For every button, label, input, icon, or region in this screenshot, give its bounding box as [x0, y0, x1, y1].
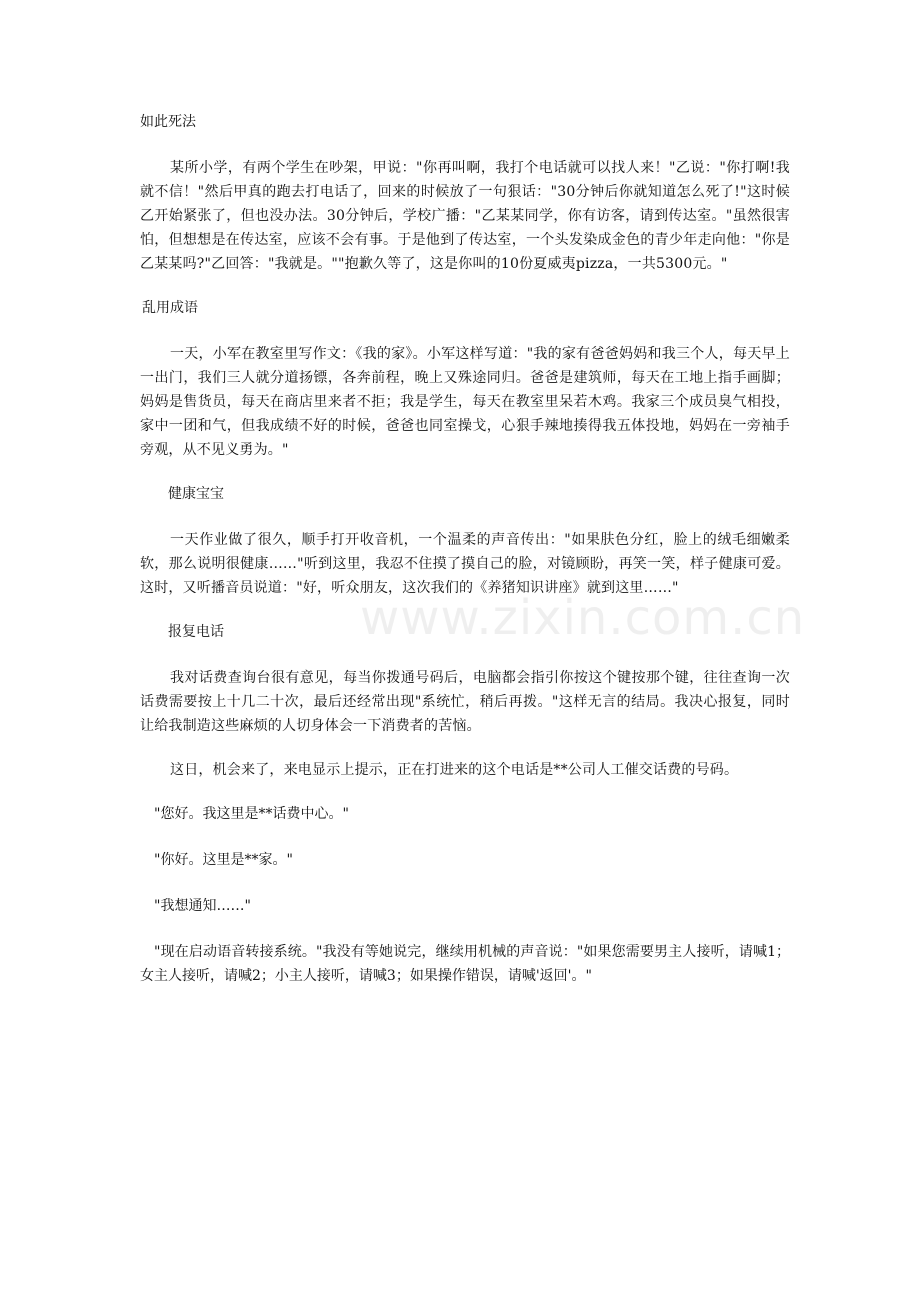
watermark: www.zixin.com.cn [360, 590, 806, 646]
dialogue-line-4: "现在启动语音转接系统。"我没有等她说完，继续用机械的声音说："如果您需要男主人接听，请喊1；女主人接听，请喊2；小主人接听，请喊3；如果操作错误，请喊'返回'。" [140, 944, 790, 984]
section-3-paragraph-1: 一天作业做了很久，顺手打开收音机，一个温柔的声音传出："如果肤色分红，脸上的绒毛细嫩柔软，那么说明很健康……"听到这里，我忍不住摸了摸自己的脸，对镜顾盼，再笑一笑，样子健康可爱。这时，又听播音员说道："好，听众朋友，这次我们的《养猪知识讲座》就到这里……" [140, 532, 790, 596]
section-title-3: 健康宝宝 [168, 486, 224, 502]
section-title-2: 乱用成语 [142, 300, 198, 316]
section-title-1: 如此死法 [140, 114, 196, 130]
section-4-paragraph-1: 我对话费查询台很有意见，每当你拨通号码后，电脑都会指引你按这个键按那个键，往往查询一次话费需要按上十几二十次，最后还经常出现"系统忙，稍后再拨。"这样无言的结局。我决心报复，同时让给我制造这些麻烦的人切身体会一下消费者的苦恼。 [140, 670, 790, 734]
dialogue-line-2: "你好。这里是**家。" [154, 852, 293, 868]
section-2-paragraph-1: 一天，小军在教室里写作文：《我的家》。小军这样写道："我的家有爸爸妈妈和我三个人，每天早上一出门，我们三人就分道扬镖，各奔前程，晚上又殊途同归。爸爸是建筑师，每天在工地上指手画脚；妈妈是售货员，每天在商店里来者不拒；我是学生，每天在教室里呆若木鸡。我家三个成员臭气相投，家中一团和气，但我成绩不好的时候，爸爸也同室操戈，心狠手辣地揍得我五体投地，妈妈在一旁袖手旁观，从不见义勇为。" [140, 346, 790, 458]
section-4-paragraph-2: 这日，机会来了，来电显示上提示，正在打进来的这个电话是**公司人工催交话费的号码。 [170, 762, 739, 778]
section-1-paragraph-1: 某所小学，有两个学生在吵架，甲说："你再叫啊，我打个电话就可以找人来！"乙说："你打啊!我就不信！"然后甲真的跑去打电话了，回来的时候放了一句狠话："30分钟后你就知道怎么死了!"这时候乙开始紧张了，但也没办法。30分钟后，学校广播："乙某某同学，你有访客，请到传达室。"虽然很害怕，但想想是在传达室，应该不会有事。于是他到了传达室，一个头发染成金色的青少年走向他："你是乙某某吗?"乙回答："我就是。""抱歉久等了，这是你叫的10份夏威夷pizza，一共5300元。" [140, 160, 790, 272]
dialogue-line-3: "我想通知……" [154, 898, 251, 914]
section-title-4: 报复电话 [168, 624, 224, 640]
document-page [140, 110, 790, 1010]
dialogue-line-1: "您好。我这里是**话费中心。" [154, 806, 349, 822]
